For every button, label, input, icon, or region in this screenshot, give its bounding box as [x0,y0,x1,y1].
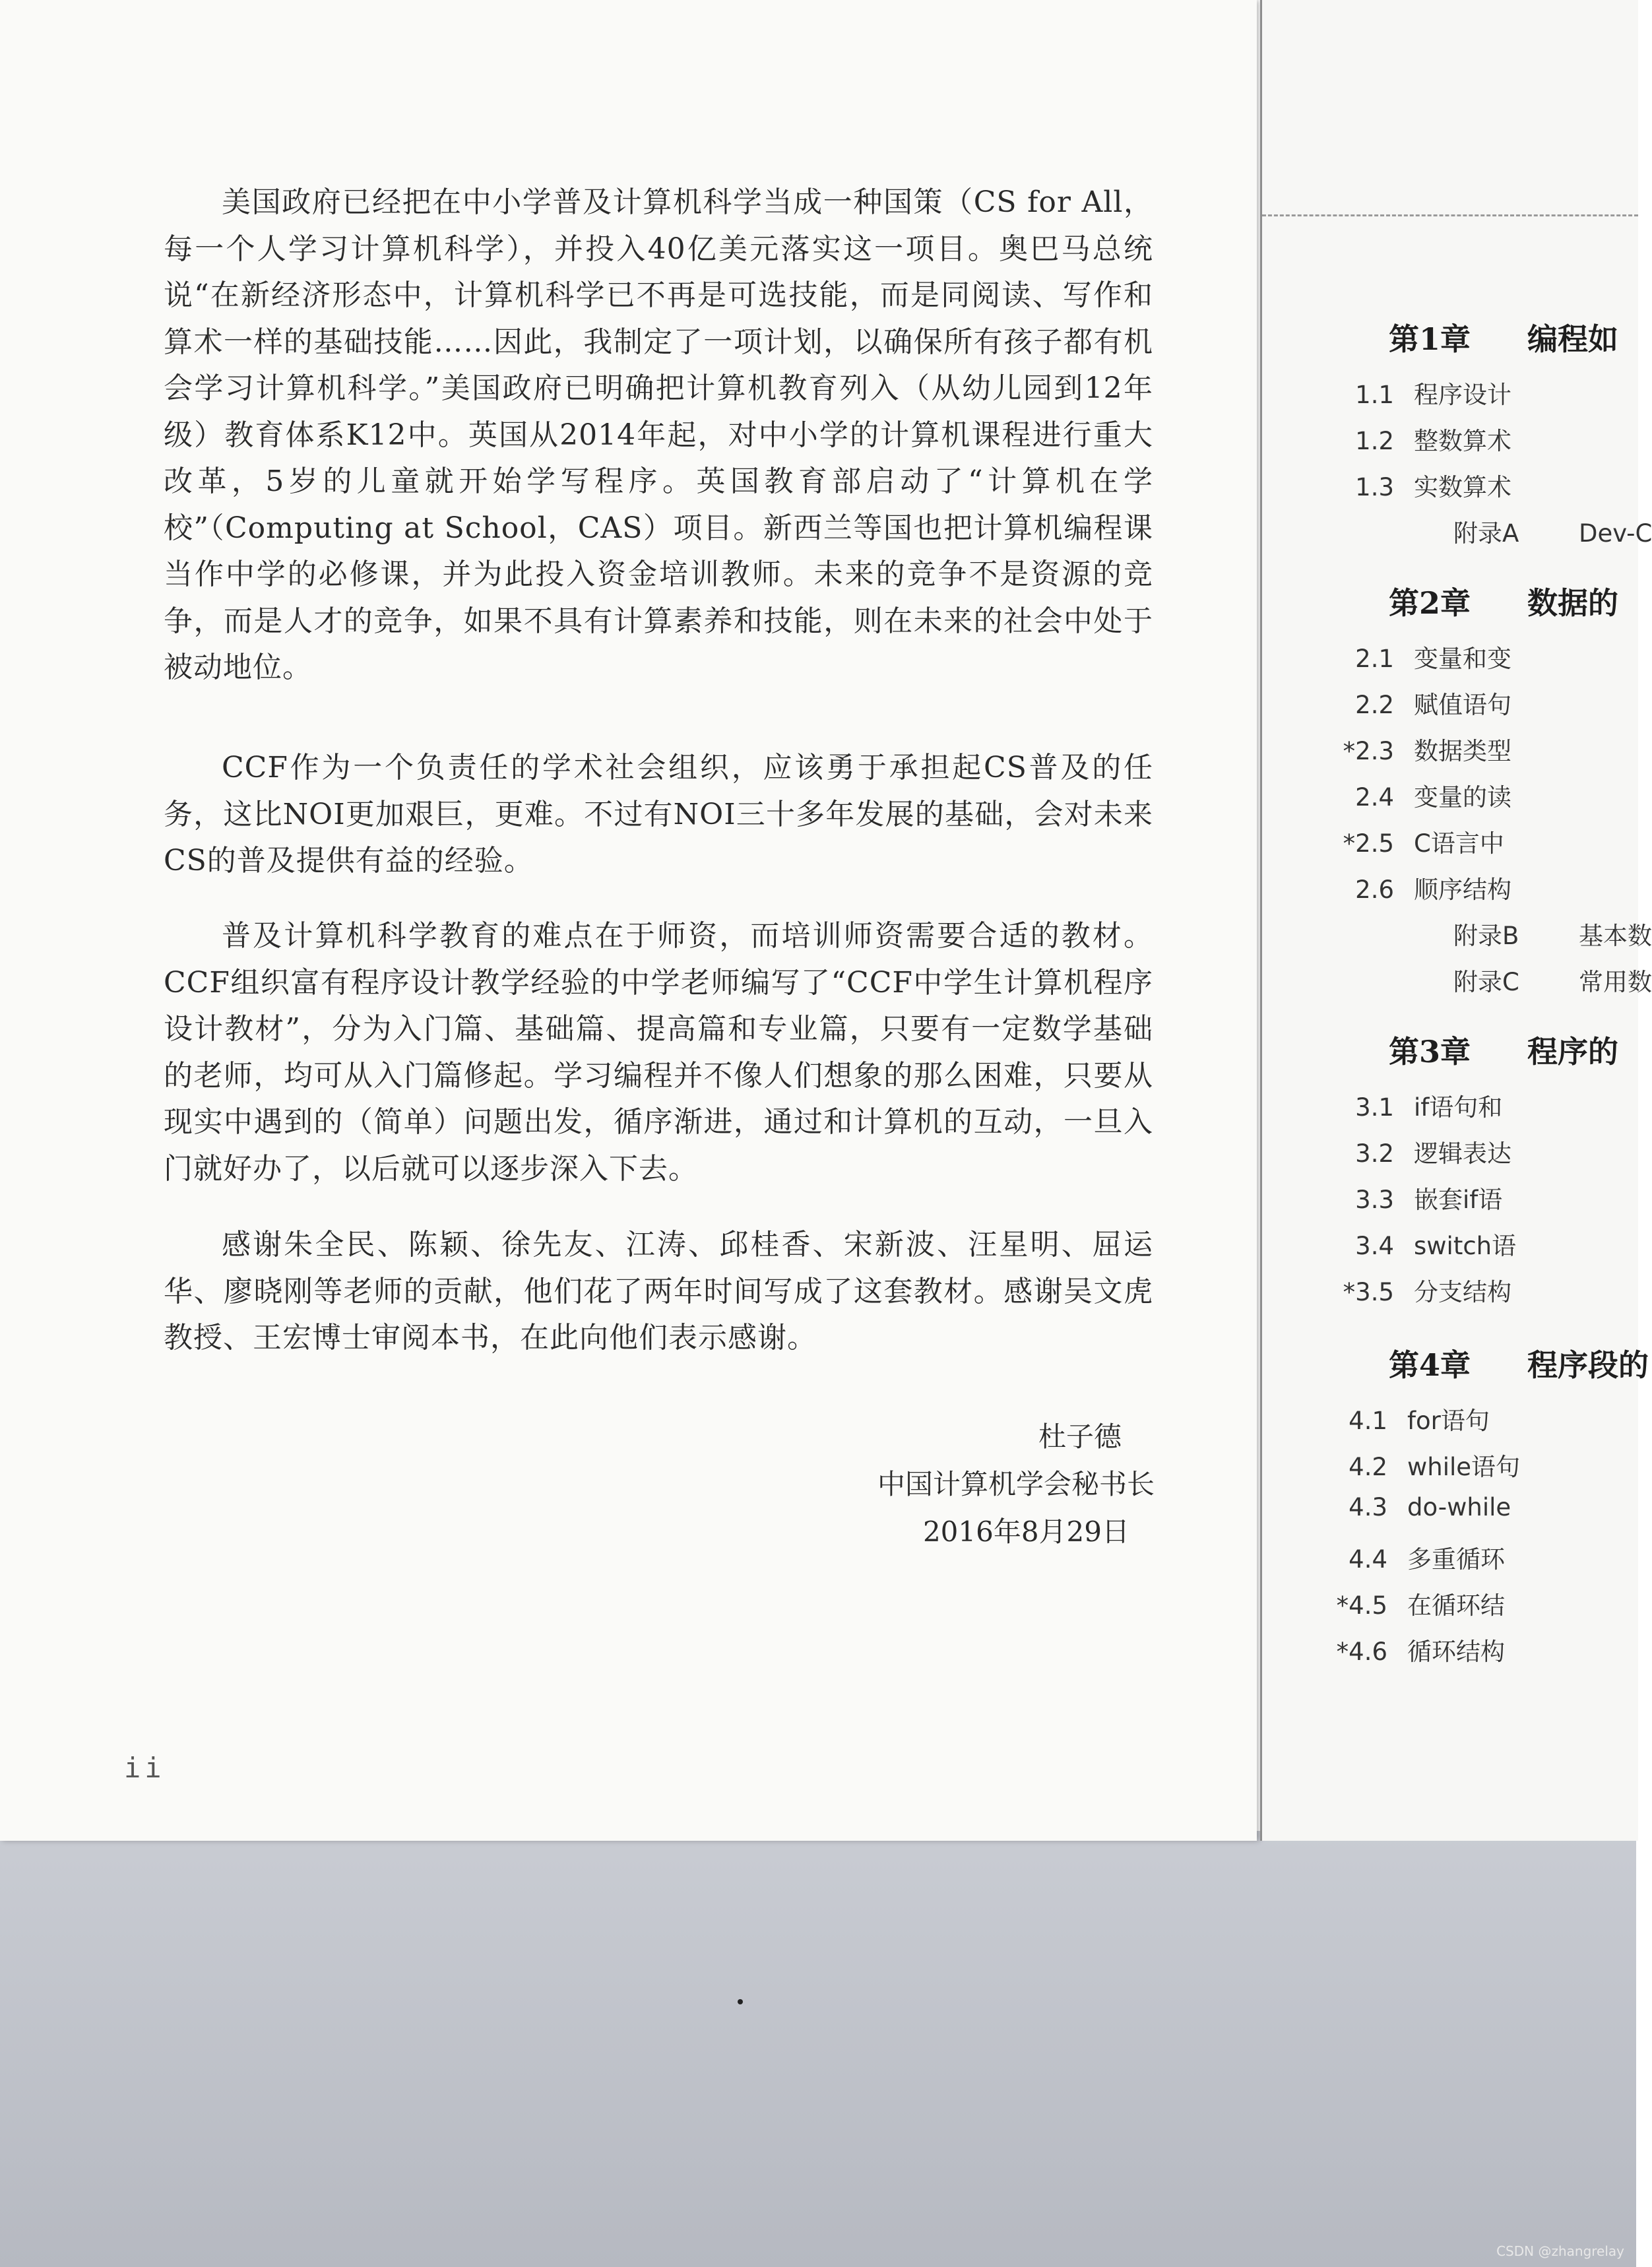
watermark: CSDN @zhangrelay [1496,2243,1624,2259]
paragraph-teaching-materials: 普及计算机科学教育的难点在于师资，而培训师资需要合适的教材。CCF组织富有程序设计教学经验的中学老师编写了“CCF中学生计算机程序设计教材”，分为入门篇、基础篇、提高篇和专业篇，只要有一定数学基础的老师，均可从入门篇修起。学习编程并不像人们想象的那么困难，只要从现实中遇到的（简单）问题出发，循序渐进，通过和计算机的互动，一旦入门就好办了，以后就可以逐步深入下去。 [164,919,1153,1186]
toc-item: 2.6 顺序结构 [1355,876,1511,904]
toc-item: *2.3 数据类型 [1343,737,1511,765]
toc-item: 4.1 for语句 [1349,1407,1490,1435]
toc-item: 附录A Dev-C [1453,519,1652,548]
signature-date: 2016年8月29日 [922,1516,1129,1548]
chapter-label: 第4章 [1389,1347,1471,1383]
toc-item: 4.2 while语句 [1349,1453,1521,1481]
signature-block [726,1415,1161,1547]
scan-dust-mark [738,1999,743,2004]
chapter-title: 数据的 [1527,585,1618,621]
chapter-label: 第1章 [1389,321,1471,357]
toc-item: 1.2 整数算术 [1355,427,1511,455]
chapter-label: 第2章 [1389,585,1471,621]
toc-item: 2.2 赋值语句 [1355,691,1511,719]
toc-chapter-3 [1389,1028,1618,1071]
toc-item: 4.4 多重循环 [1349,1545,1505,1574]
toc-item: *2.5 C语言中 [1343,829,1504,858]
right-page-toc [1260,0,1652,1841]
paragraph-cs-for-all: 美国政府已经把在中小学普及计算机科学当成一种国策（CS for All，每一个人学习计算机科学），并投入40亿美元落实这一项目。奥巴马总统说“在新经济形态中，计算机科学已不再是可选技能，而是同阅读、写作和算术一样的基础技能……因此，我制定了一项计划，以确保所有孩子都有机会学习计算机科学。”美国政府已明确把计算机教育列入（从幼儿园到12年级）教育体系K12中。英国从2014年起，对中小学的计算机课程进行重大改革，5岁的儿童就开始学写程序。英国教育部启动了“计算机在学校”（Computing at School，CAS）项目。新西兰等国也把计算机编程课当作中学的必修课，并为此投入资金培训教师。未来的竞争不是资源的竞争，而是人才的竞争，如果不具有计算素养和技能，则在未来的社会中处于被动地位。 [164,185,1153,684]
toc-item: 附录C 常用数 [1453,968,1652,996]
toc-item: 2.1 变量和变 [1355,645,1511,673]
toc-item: 1.1 程序设计 [1355,381,1511,409]
toc-item: 附录B 基本数 [1453,922,1652,950]
signature-title: 中国计算机学会秘书长 [877,1468,1155,1500]
page-number: ii [124,1752,166,1784]
chapter-title: 程序的 [1527,1034,1618,1070]
header-rule [1262,214,1638,216]
chapter-label: 第3章 [1389,1034,1471,1070]
toc-chapter-2 [1389,579,1618,623]
toc-item: 3.2 逻辑表达 [1355,1139,1511,1168]
chapter-title: 程序段的 [1527,1347,1649,1383]
toc-item: 2.4 变量的读 [1355,783,1511,812]
paragraph-ccf-responsibility: CCF作为一个负责任的学术社会组织，应该勇于承担起CS普及的任务，这比NOI更加艰巨，更难。不过有NOI三十多年发展的基础，会对未来CS的普及提供有益的经验。 [164,751,1153,878]
toc-item: 3.3 嵌套if语 [1355,1186,1503,1214]
toc-chapter-4 [1389,1341,1649,1385]
toc-item: *4.6 循环结构 [1336,1638,1505,1666]
toc-item: 3.1 if语句和 [1355,1093,1503,1122]
toc-item: *4.5 在循环结 [1336,1591,1505,1620]
toc-item: 3.4 switch语 [1355,1232,1517,1260]
chapter-title: 编程如 [1527,321,1618,357]
toc-item: 4.3 do-while [1349,1493,1511,1521]
paragraph-acknowledgements: 感谢朱全民、陈颖、徐先友、江涛、邱桂香、宋新波、汪星明、屈运华、廖晓刚等老师的贡献，他们花了两年时间写成了这套教材。感谢吴文虎教授、王宏博士审阅本书，在此向他们表示感谢。 [164,1228,1153,1355]
signature-name: 杜子德 [1038,1421,1122,1453]
toc-chapter-1 [1389,315,1618,359]
toc-item: *3.5 分支结构 [1343,1278,1511,1306]
toc-item: 1.3 实数算术 [1355,473,1511,501]
scanner-background [0,1831,1636,2267]
